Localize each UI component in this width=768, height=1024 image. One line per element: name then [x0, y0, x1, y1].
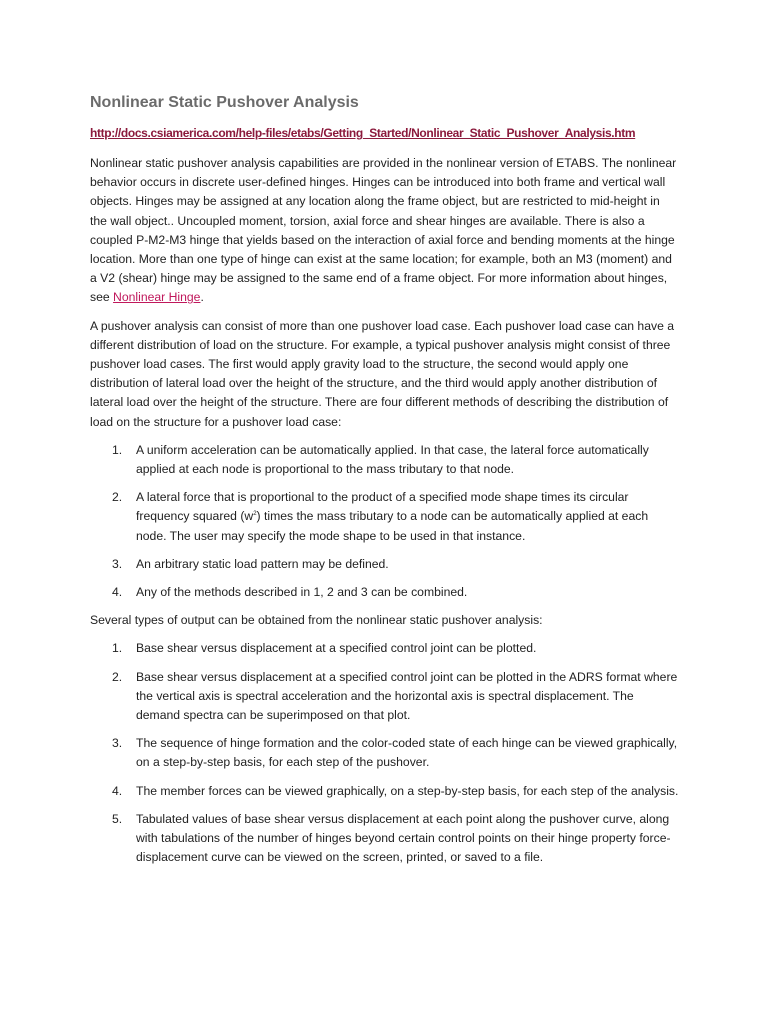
list-item-number: 5. — [112, 811, 123, 826]
list-item-text: Tabulated values of base shear versus displacement at each point along the pushover curve, along with tabulations of the number of hinges beyond certain control points on their hinge property force-displacement curve can be viewed on the screen, printed, or saved to a file. — [136, 811, 671, 865]
intro-paragraph — [90, 154, 680, 308]
list-item — [90, 488, 680, 546]
list-item-number: 4. — [112, 783, 123, 798]
list-item — [90, 782, 680, 801]
list-item-text: Base shear versus displacement at a specified control joint can be plotted in the ADRS format where the vertical axis is spectral acceleration and the horizontal axis is spectral displacement. The demand spectra can be superimposed on that plot. — [136, 669, 678, 723]
document-title: Nonlinear Static Pushover Analysis — [90, 94, 359, 111]
list-item-text: An arbitrary static load pattern may be defined. — [136, 556, 389, 571]
document-page — [90, 92, 680, 877]
list-item-number: 1. — [112, 442, 123, 457]
list-item — [90, 639, 680, 658]
list-item-number: 3. — [112, 556, 123, 571]
list-item-number: 4. — [112, 585, 123, 600]
list-item — [90, 734, 680, 772]
load-distribution-methods-list — [90, 441, 680, 602]
intro-paragraph-end: . — [200, 290, 204, 305]
list-item — [90, 668, 680, 726]
list-item — [90, 583, 680, 602]
list-item-number: 2. — [112, 669, 123, 684]
list-item — [90, 441, 680, 479]
list-item — [90, 555, 680, 574]
list-item-text-cont: ) times the mass tributary to a node can be automatically applied at each node. The user may specify the mode shape to be used in that instance. — [136, 509, 649, 543]
output-types-list — [90, 639, 680, 867]
list-item-number: 2. — [112, 490, 123, 505]
list-item-text: The sequence of hinge formation and the color-coded state of each hinge can be viewed graphically, on a step-by-step basis, for each step of the pushover. — [136, 736, 678, 770]
source-url-link[interactable]: http://docs.csiamerica.com/help-files/etabs/Getting_Started/Nonlinear_Static_Pushover_Analysis.htm — [90, 126, 636, 140]
nonlinear-hinge-link[interactable]: Nonlinear Hinge — [113, 290, 201, 305]
list-item-text: Base shear versus displacement at a specified control joint can be plotted. — [136, 641, 537, 656]
list-item-number: 3. — [112, 736, 123, 751]
list-item-text: Any of the methods described in 1, 2 and 3 can be combined. — [136, 585, 468, 600]
list-item-number: 1. — [112, 641, 123, 656]
list-item-text: A uniform acceleration can be automatically applied. In that case, the lateral force automatically applied at each node is proportional to the mass tributary to that node. — [136, 442, 649, 477]
superscript: 2 — [253, 511, 257, 518]
list-item-text: The member forces can be viewed graphically, on a step-by-step basis, for each step of the analysis. — [136, 783, 679, 798]
list-item — [90, 810, 680, 868]
pushover-load-case-paragraph: A pushover analysis can consist of more than one pushover load case. Each pushover load case can have a different distribution of load on the structure. For example, a typical pushover analysis might consist of three pushover load cases. The first would apply gravity load to the structure, the second would apply one distribution of lateral load over the height of the structure, and the third would apply another distribution of lateral load over the height of the structure. There are four different methods of describing the distribution of load on the structure for a pushover load case: — [90, 318, 675, 429]
intro-paragraph-text: Nonlinear static pushover analysis capabilities are provided in the nonlinear version of ETABS. The nonlinear behavior occurs in discrete user-defined hinges. Hinges can be introduced into both frame and vertical wall objects. Hinges may be assigned at any location along the frame object, but are restricted to mid-height in the wall object.. Uncoupled moment, torsion, axial force and shear hinges are available. There is also a coupled P-M2-M3 hinge that yields based on the interaction of axial force and bending moments at the hinge location. More than one type of hinge can exist at the same location; for example, both an M3 (moment) and a V2 (shear) hinge may be assigned to the same end of a frame object. For more information about hinges, see — [90, 156, 677, 305]
output-types-paragraph: Several types of output can be obtained from the nonlinear static pushover analysis: — [90, 613, 543, 628]
list-item-text: A lateral force that is proportional to the product of a specified mode shape times its circular frequency squared (w — [136, 490, 629, 524]
